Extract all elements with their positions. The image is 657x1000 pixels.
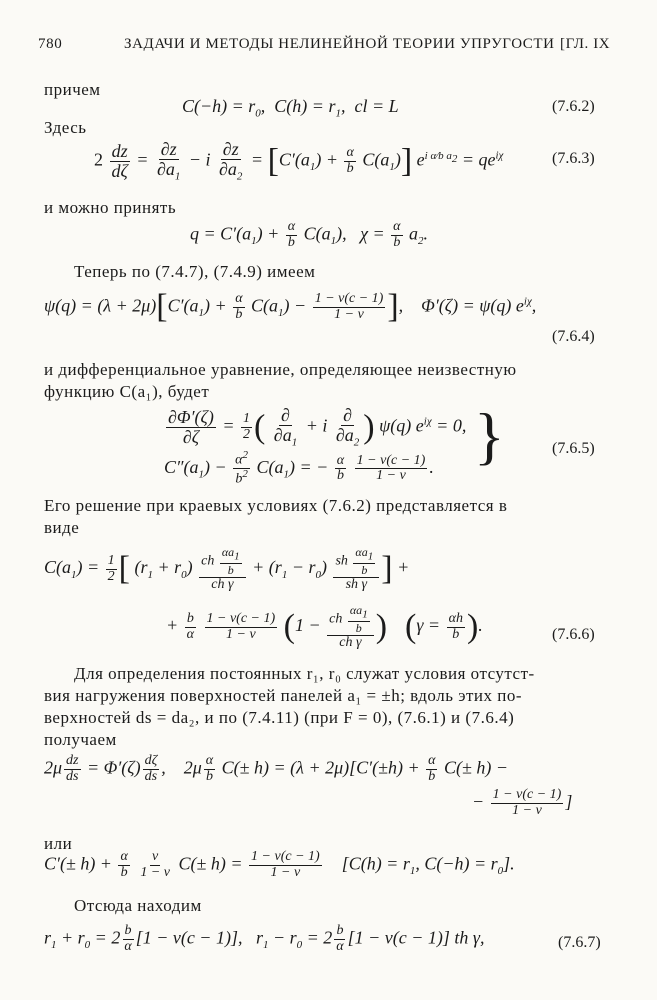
text-reshenie-line1: Его решение при краевых условиях (7.6.2) представляется в: [44, 496, 508, 515]
chapter-label: [ГЛ. IX: [560, 36, 611, 52]
equation-q-chi: $q = C'(a_1)$ + $\frac{\alpha}{b}$ $C(a_1)$, χ = $\frac{\alpha}{b}$ $a_2$.: [190, 219, 429, 250]
equation-boundary-b: − $\frac{1 - \nu(c - 1)}{1 - \nu}$ ]: [472, 787, 573, 818]
equation-number: (7.6.7): [558, 934, 601, 951]
running-title: ЗАДАЧИ И МЕТОДЫ НЕЛИНЕЙНОЙ ТЕОРИИ УПРУГОСТИ: [124, 36, 555, 52]
equation-7-6-5b: $C''(a_1)$ − $\frac{\alpha^2}{b^2}$ $C(a_1)$ = − $\frac{\alpha}{b}$ $\frac{1 - \nu(c - 1)}{1 - \nu}$ .: [164, 449, 434, 487]
text-para-line4: получаем: [44, 730, 117, 749]
equation-boundary-a: 2μ $\frac{dz}{ds}$ = Φ′(ζ) $\frac{d\zeta}{ds}$ , 2μ $\frac{\alpha}{b}$ C(± h) = (λ + 2μ)[C′(±h) + $\frac{\alpha}{b}$ C(± h) −: [44, 753, 508, 784]
equation-7-6-2: $C(-h) = r_0$, $C(h) = r_1$, cl = L: [182, 96, 399, 120]
text-ili: или: [44, 834, 73, 853]
equation-number: (7.6.3): [552, 150, 595, 167]
equation-7-6-6a: $C(a_1)$ = $\frac{1}{2}$ [ $(r_1 + r_0)$ ch $\frac{\alpha a_1}{b}$ ch γ + $(r_1 - r_0)$ sh $\frac{\alpha a_1}{b}$ sh γ ] +: [44, 545, 410, 592]
equation-boundary-c: C′(± h) + $\frac{\alpha}{b}$ $\frac{\nu}{1 - \nu}$ C(± h) = $\frac{1 - \nu(c - 1)}{1 - \nu}$ [$C(h) = r_1$, $C(-h) = r_0$].: [44, 849, 515, 880]
text-mozhno: и можно принять: [44, 198, 177, 217]
text-prichem: причем: [44, 80, 101, 99]
page-number: 780: [38, 36, 63, 52]
equation-number: (7.6.2): [552, 98, 595, 115]
text-zdes: Здесь: [44, 118, 87, 137]
text-para-line2: вия нагружения поверхностей панелей a₁ = ±h; вдоль этих по-: [44, 686, 523, 705]
equation-7-6-6b: + $\frac{b}{\alpha}$ $\frac{1 - \nu(c - 1)}{1 - \nu}$ (1 − ch $\frac{\alpha a_1}{b}$ ch γ ) (γ = $\frac{\alpha h}{b}$ ).: [166, 603, 483, 650]
text-para-line1: Для определения постоянных r₁, r₀ служат условия отсутст-: [74, 664, 535, 683]
equation-number: (7.6.6): [552, 626, 595, 643]
equation-number: (7.6.5): [552, 440, 595, 457]
text-diff-line2: функцию C(a₁), будет: [44, 382, 210, 401]
text-reshenie-line2: виде: [44, 518, 80, 537]
equation-number: (7.6.4): [552, 328, 595, 345]
equation-7-6-3: 2 $\frac{dz}{d\zeta}$ = $\frac{\partial z}{\partial a_1}$ − i $\frac{\partial z}{\partial a_2}$ = [$C'(a_1)$ + $\frac{\alpha}{b}$ $C(a_1)$] $e^{i \alpha⁄b a_2} = qe^{i\chi}$: [94, 139, 504, 183]
text-otsyuda: Отсюда находим: [74, 896, 202, 915]
equation-7-6-5a: $\frac{\partial\Phi'(\zeta)}{\partial\zeta}$ = $\frac{1}{2}$ ( $\frac{\partial}{\partial a_1}$ + i $\frac{\partial}{\partial a_2}$ ) ψ(q) $e^{i\chi} = 0$,: [168, 405, 467, 449]
text-teper: Теперь по (7.4.7), (7.4.9) имеем: [74, 262, 316, 281]
equation-7-6-7: $r_1 + r_0 = 2$ $\frac{b}{\alpha}$ [1 − ν(c − 1)], $r_1 - r_0 = 2$ $\frac{b}{\alpha}$ [1 − ν(c − 1)] th γ,: [44, 923, 485, 954]
text-diff-line1: и дифференциальное уравнение, определяющее неизвестную: [44, 360, 517, 379]
equation-7-6-4: $\psi(q) = (\lambda + 2\mu)[C'(a_1)$ + $\frac{\alpha}{b}$ $C(a_1)$ − $\frac{1 - \nu(c - 1)}{1 - \nu}$ ], Φ′(ζ) = ψ(q) $e^{i\chi}$,: [44, 288, 537, 326]
text-para-line3: верхностей ds = da₂, и по (7.4.11) (при F = 0), (7.6.1) и (7.6.4): [44, 708, 515, 727]
right-brace: }: [474, 400, 505, 471]
